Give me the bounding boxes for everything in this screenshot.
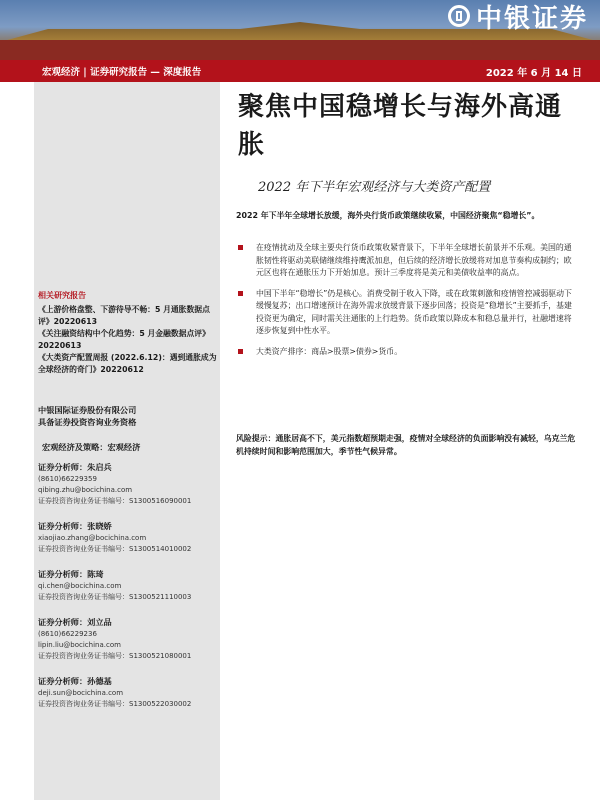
- analyst-card: [38, 521, 220, 555]
- key-point: [236, 288, 576, 338]
- company-name: 中银国际证券股份有限公司: [38, 405, 137, 415]
- related-reports-title: 相关研究报告: [38, 291, 86, 300]
- analyst-name: 证券分析师：张晓娇: [38, 521, 112, 531]
- analyst-list: [38, 462, 220, 724]
- analyst-email[interactable]: lipin.liu@bocichina.com: [38, 641, 121, 649]
- industry-segment: 宏观经济及策略：宏观经济: [42, 442, 141, 452]
- key-point: [236, 346, 576, 359]
- analyst-cert: 证券投资咨询业务证书编号：S1300516090001: [38, 497, 192, 505]
- bullet-square-icon: [238, 349, 243, 354]
- key-point-text: 在疫情扰动及全球主要央行货币政策收紧背景下，下半年全球增长前景并不乐观。美国的通胀韧性将驱动美联储继续维持鹰派加息，但后续的经济增长放缓将对加息节奏构成制约；欧元区也将在通胀压力下开始加息。预计三季度将是美元和美债收益率的高点。: [256, 243, 572, 277]
- analyst-cert: 证券投资咨询业务证书编号：S1300521080001: [38, 652, 192, 660]
- analyst-email[interactable]: deji.sun@bocichina.com: [38, 689, 124, 697]
- bullet-square-icon: [238, 291, 243, 296]
- related-report-item[interactable]: 《关注融资结构中个化趋势：5 月金融数据点评》20220613: [38, 329, 210, 350]
- analyst-card: [38, 676, 220, 710]
- analyst-name: 证券分析师：刘立品: [38, 617, 112, 627]
- related-report-item[interactable]: 《上游价格盘整、下游待导不畅：5 月通胀数据点评》20220613: [38, 305, 210, 326]
- risk-warning: 风险提示：通胀居高不下，美元指数超预期走强，疫情对全球经济的负面影响没有减轻，乌克兰危机持续时间和影响范围加大，季节性气候异常。: [236, 434, 576, 456]
- key-points-list: [236, 242, 576, 366]
- analyst-card: [38, 569, 220, 603]
- analyst-cert: 证券投资咨询业务证书编号：S1300514010002: [38, 545, 192, 553]
- sidebar: [34, 82, 220, 800]
- company-qualification: 具备证券投资咨询业务资格: [38, 417, 137, 427]
- report-subtitle: 2022 年下半年宏观经济与大类资产配置: [258, 180, 491, 195]
- analyst-phone: (8610)66229236: [38, 630, 97, 638]
- report-category: 宏观经济 | 证券研究报告 — 深度报告: [42, 67, 202, 78]
- analyst-email[interactable]: qibing.zhu@bocichina.com: [38, 486, 133, 494]
- report-date: 2022 年 6 月 14 日: [485, 68, 582, 79]
- report-title: 聚焦中国稳增长与海外高通胀: [238, 92, 563, 160]
- analyst-name: 证券分析师：陈琦: [38, 569, 104, 579]
- company-info: [38, 404, 136, 428]
- brand-name: 中银证券: [475, 3, 588, 34]
- analyst-name: 证券分析师：朱启兵: [38, 462, 112, 472]
- report-category-bar: [0, 60, 600, 82]
- palace-wall-image: [0, 40, 600, 60]
- header-banner: [0, 0, 600, 60]
- analyst-cert: 证券投资咨询业务证书编号：S1300521110003: [38, 593, 192, 601]
- analyst-email[interactable]: qi.chen@bocichina.com: [38, 582, 122, 590]
- key-point-text: 大类资产排序：商品>股票>债券>货币。: [256, 346, 403, 356]
- related-reports-list: [38, 304, 218, 376]
- related-report-item[interactable]: 《大类资产配置周报 (2022.6.12)：遇到通胀成为全球经济的奇门》20220612: [38, 353, 217, 374]
- brand-logo: [448, 3, 588, 34]
- analyst-email[interactable]: xiaojiao.zhang@bocichina.com: [38, 534, 147, 542]
- analyst-card: [38, 617, 220, 662]
- analyst-card: [38, 462, 220, 507]
- key-point: [236, 242, 576, 280]
- analyst-name: 证券分析师：孙德基: [38, 676, 112, 686]
- key-point-text: 中国下半年“稳增长”仍是核心。消费受制于收入下降，或在政策刺激和疫情管控减弱驱动下缓慢复苏；出口增速预计在海外需求放缓背景下逐步回落；投资是“稳增长”主要抓手，基建投资更为确定，同时需关注通胀的上行趋势。货币政策以降成本和稳总量并行，社融增速将逐步恢复到中性水平。: [256, 288, 572, 335]
- report-lead: 2022 年下半年全球增长放缓，海外央行货币政策继续收紧，中国经济聚焦“稳增长”。: [236, 211, 540, 220]
- bank-logo-icon: [448, 5, 470, 27]
- analyst-cert: 证券投资咨询业务证书编号：S1300522030002: [38, 700, 192, 708]
- bullet-square-icon: [238, 245, 243, 250]
- analyst-phone: (8610)66229359: [38, 475, 97, 483]
